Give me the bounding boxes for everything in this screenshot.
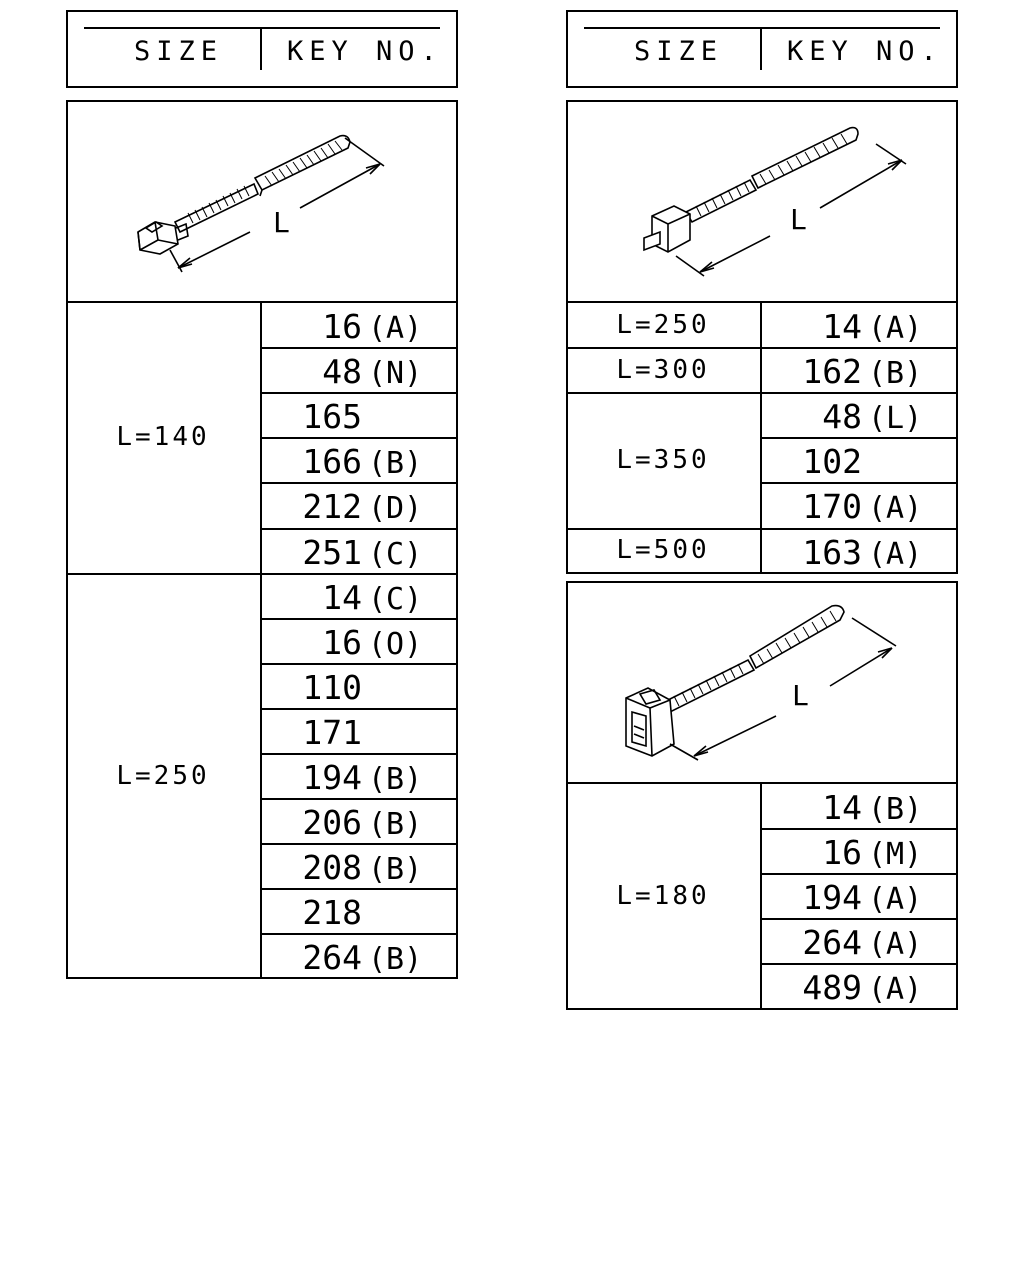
tie-3-length-label: L [792,679,809,712]
key-number-value: 170 [802,487,862,527]
key-number-value: 251 [302,532,362,572]
key-number-value: 16 [822,833,862,873]
size-label: L=250 [116,760,210,791]
key-number-suffix: (B) [368,807,423,843]
tie-2-length-label: L [790,203,807,236]
key-number-value: 208 [302,848,362,888]
key-number-suffix: (A) [868,927,923,963]
size-label: L=250 [616,309,710,340]
key-number-value: 166 [302,442,362,482]
size-label: L=500 [616,535,710,566]
key-number-value: 48 [322,352,362,392]
key-number-value: 14 [822,788,862,827]
key-number-suffix: (D) [368,491,423,527]
key-number-suffix: (B) [368,942,423,978]
size-label: L=140 [116,422,210,453]
key-number-value: 14 [322,577,362,617]
right-key-header: KEY NO. [787,36,943,67]
key-number-value: 194 [302,758,362,797]
key-number-suffix: (A) [368,311,423,346]
key-number-value: 16 [322,307,362,346]
key-number-value: 110 [302,667,362,707]
key-number-suffix: (C) [368,536,423,572]
key-number-suffix: (B) [868,792,923,827]
left-key-header: KEY NO. [287,36,443,67]
key-number-value: 489 [802,968,862,1008]
key-number-suffix: (B) [368,762,423,797]
key-number-value: 218 [302,893,362,933]
key-number-value: 264 [802,923,862,963]
key-number-value: 48 [822,397,862,437]
size-label: L=350 [616,444,710,475]
key-number-suffix: (L) [868,401,923,437]
key-number-suffix: (A) [868,536,923,572]
key-number-value: 171 [302,712,362,752]
key-number-value: 16 [322,622,362,662]
key-number-suffix: (A) [868,491,923,527]
tie-1-length-label: L [273,206,290,239]
key-number-suffix: (N) [368,356,423,392]
key-number-value: 206 [302,803,362,843]
key-number-suffix: (A) [868,882,923,918]
key-number-value: 264 [302,938,362,978]
key-number-value: 165 [302,397,362,437]
key-number-value: 14 [822,307,862,346]
key-number-value: 102 [802,442,862,482]
right-size-header: SIZE [634,36,724,67]
key-number-suffix: (B) [368,446,423,482]
key-number-suffix: (C) [368,581,423,617]
cable-tie-1-image [138,136,384,272]
size-label: L=300 [616,354,710,385]
key-number-value: 162 [802,352,862,392]
cable-tie-2-image [644,128,906,276]
key-number-suffix: (B) [868,356,923,392]
key-number-suffix: (A) [868,311,923,346]
key-number-value: 212 [302,487,362,527]
key-number-suffix: (M) [868,837,923,873]
key-number-suffix: (O) [368,626,423,662]
left-size-header: SIZE [134,36,224,67]
size-label: L=180 [616,880,710,911]
cable-tie-3-image [626,606,896,760]
key-number-suffix: (B) [368,852,423,888]
key-number-value: 163 [802,532,862,572]
key-number-value: 194 [802,878,862,918]
key-number-suffix: (A) [868,972,923,1008]
